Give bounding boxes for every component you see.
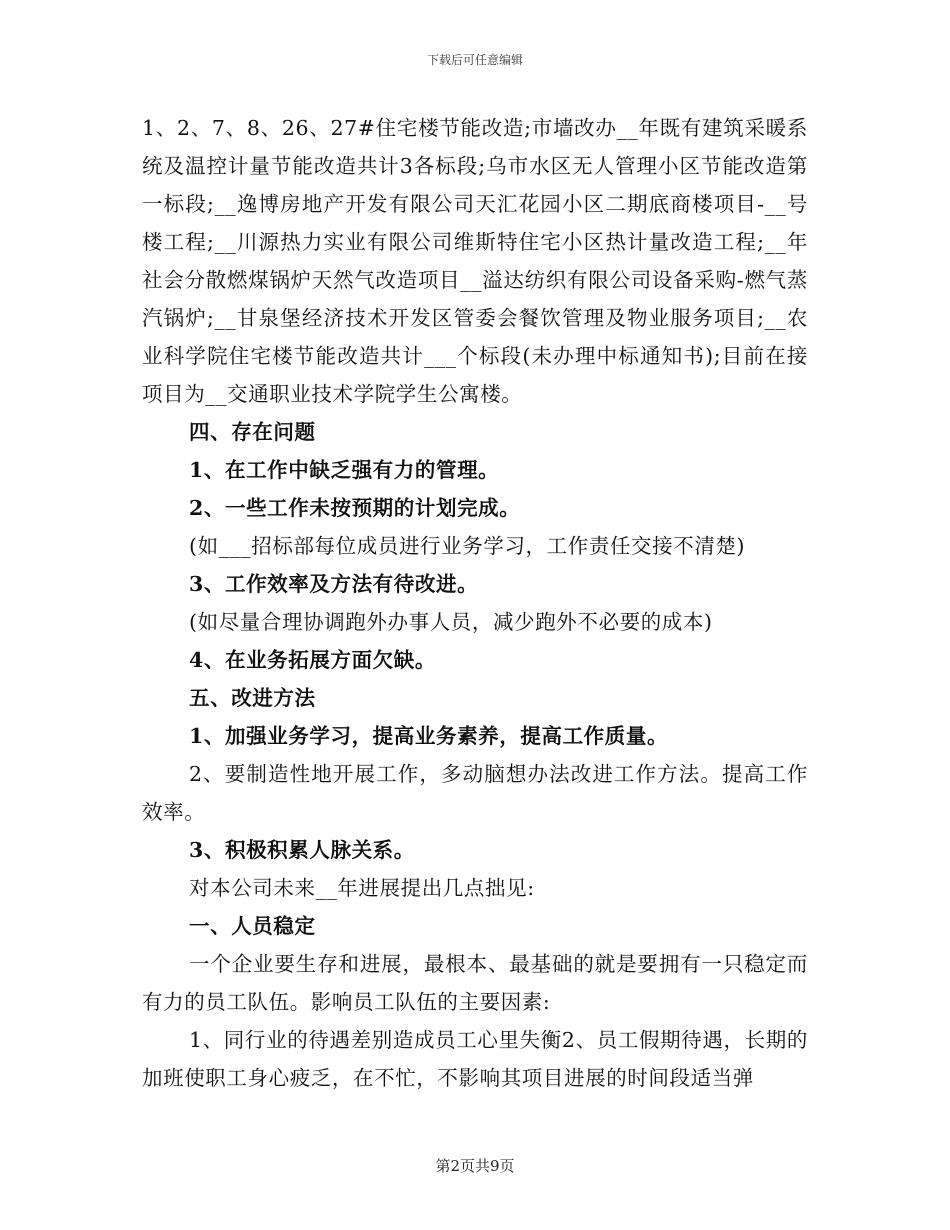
staff-stability-paragraph: 一个企业要生存和进展，最根本、最基础的就是要拥有一只稳定而有力的员工队伍。影响员工队伍的主要因素: bbox=[142, 952, 808, 1014]
section-heading-staff-stability: 一、人员稳定 bbox=[189, 914, 316, 938]
problem-item-1: 1、在工作中缺乏强有力的管理。 bbox=[189, 458, 500, 482]
document-body bbox=[142, 109, 808, 1097]
section-heading-improvements: 五、改进方法 bbox=[189, 686, 316, 710]
problem-item-2-note: (如___招标部每位成员进行业务学习，工作责任交接不清楚) bbox=[189, 534, 746, 558]
staff-factors-paragraph: 1、同行业的待遇差别造成员工心里失衡2、员工假期待遇，长期的加班使职工身心疲乏，在不忙，不影响其项目进展的时间段适当弹 bbox=[142, 1028, 808, 1090]
improvement-item-2: 2、要制造性地开展工作，多动脑想办法改进工作方法。提高工作效率。 bbox=[142, 762, 808, 824]
problem-item-2: 2、一些工作未按预期的计划完成。 bbox=[189, 496, 521, 520]
improvement-item-3: 3、积极积累人脉关系。 bbox=[189, 838, 415, 862]
page-number-footer: 第2页共9页 bbox=[435, 1157, 515, 1175]
project-list-paragraph: 1、2、7、8、26、27#住宅楼节能改造;市墙改办__年既有建筑采暖系统及温控计量节能改造共计3各标段;乌市水区无人管理小区节能改造第一标段;__逸博房地产开发有限公司天汇花园小区二期底商楼项目-__号楼工程;__川源热力实业有限公司维斯特住宅小区热计量改造工程;__年社会分散燃煤锅炉天然气改造项目__溢达纺织有限公司设备采购-燃气蒸汽锅炉;__甘泉堡经济技术开发区管委会餐饮管理及物业服务项目;__农业科学院住宅楼节能改造共计___个标段(未办理中标通知书);目前在接项目为__交通职业技术学院学生公寓楼。 bbox=[142, 116, 808, 406]
problem-item-4: 4、在业务拓展方面欠缺。 bbox=[189, 648, 436, 672]
page-header: 下载后可任意编辑 bbox=[426, 53, 523, 67]
section-heading-problems: 四、存在问题 bbox=[189, 420, 316, 444]
problem-item-3-note: (如尽量合理协调跑外办事人员，减少跑外不必要的成本) bbox=[189, 610, 713, 634]
improvement-item-1: 1、加强业务学习，提高业务素养，提高工作质量。 bbox=[189, 724, 669, 748]
problem-item-3: 3、工作效率及方法有待改进。 bbox=[189, 572, 479, 596]
suggestions-intro: 对本公司未来__年进展提出几点拙见: bbox=[189, 876, 535, 900]
